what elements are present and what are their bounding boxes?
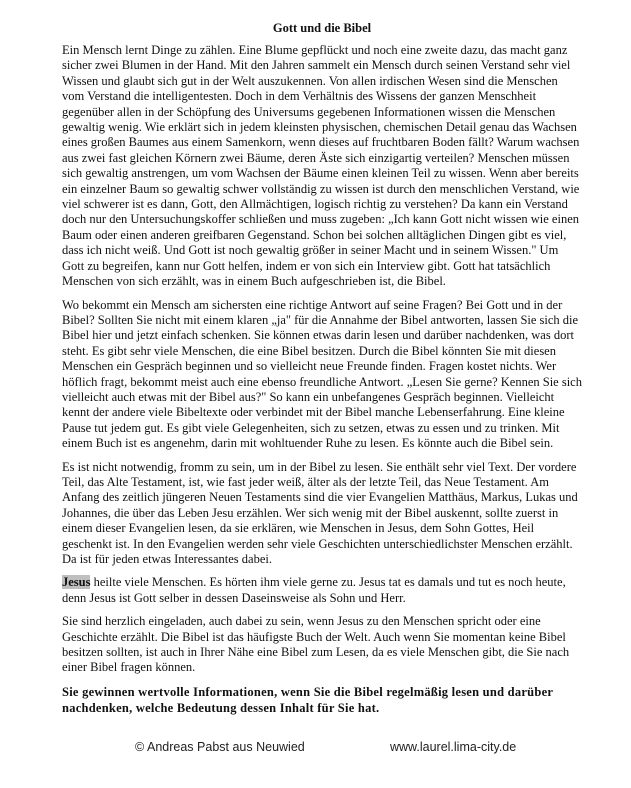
page-footer xyxy=(0,740,631,758)
highlighted-word: Jesus xyxy=(62,575,91,590)
closing-statement: Sie gewinnen wertvolle Informationen, wenn Sie die Bibel regelmäßig lesen und darüber nachdenken, welche Bedeutung dessen Inhalt für Sie hat. xyxy=(62,684,553,715)
footer-copyright: © Andreas Pabst aus Neuwied xyxy=(135,740,305,754)
paragraph-4-text: heilte viele Menschen. Es hörten ihm viele gerne zu. Jesus tat es damals und tut es noch heute, denn Jesus ist Gott selber in dessen Daseinsweise als Sohn und Herr. xyxy=(62,575,566,605)
footer-website-link[interactable]: www.laurel.lima-city.de xyxy=(390,740,517,754)
paragraph-4 xyxy=(62,575,582,606)
paragraph-5: Sie sind herzlich eingeladen, auch dabei zu sein, wenn Jesus zu den Menschen spricht oder eine Geschichte erzählt. Die Bibel ist das häufigste Buch der Welt. Auch wenn Sie momentan keine Bibel besitzen sollten, ist auch in Ihrer Nähe eine Bibel zum Lesen, da es viele Menschen gibt, die Sie nach einer Bibel fragen können. xyxy=(62,614,570,675)
document-page xyxy=(62,20,582,724)
document-title: Gott und die Bibel xyxy=(272,21,372,35)
paragraph-3: Es ist nicht notwendig, fromm zu sein, um in der Bibel zu lesen. Sie enthält sehr viel Text. Der vordere Teil, das Alte Testament, ist, wie fast jeder weiß, älter als der letzte Teil, das Neue Testament. Am Anfang des zeitlich jüngeren Neuen Testaments sind die vier Evangelien Matthäus, Markus, Lukas und Johannes, die über das Leben Jesu erzählen. Wer sich wenig mit der Bibel auskennt, sollte zuerst in einem dieser Evangelien lesen, da sie erklären, wie Menschen in Jesus, dem Sohn Gottes, Heil geschenkt ist. In den Evangelien werden sehr viele Geschichten unterschiedlichster Menschen erzählt. Da ist für jeden etwas Interessantes dabei. xyxy=(62,459,578,566)
paragraph-2: Wo bekommt ein Mensch am sichersten eine richtige Antwort auf seine Fragen? Bei Gott und in der Bibel? Sollten Sie nicht mit einem klaren „ja" für die Annahme der Bibel antworten, lassen Sie sich die Bibel hier und jetzt einfach schenken. Sie können etwas darin lesen und darüber nachdenken, was dort steht. Es gibt sehr viele Menschen, die eine Bibel besitzen. Durch die Bibel könnten Sie mit diesen Menschen ein Gespräch beginnen und so vielleicht neue Freunde finden. Fragen kostet nichts. Wer höflich fragt, bekommt meist auch eine ebenso freundliche Antwort. „Lesen Sie gerne? Kennen Sie sich vielleicht auch etwas mit der Bibel aus?" So kann ein unbefangenes Gespräch beginnen. Vielleicht kennt der andere viele Bibeltexte oder verbindet mit der Bibel manche Lebenserfahrung. Eine kleine Pause tut jedem gut. Es gibt viele Gelegenheiten, sich zu setzen, etwas zu essen und zu trinken. Mit einem Buch ist es angenehm, darin mit wohltuender Ruhe zu lesen. Es könnte auch die Bibel sein. xyxy=(62,297,582,451)
paragraph-1: Ein Mensch lernt Dinge zu zählen. Eine Blume gepflückt und noch eine zweite dazu, das macht ganz sicher zwei Blumen in der Hand. Mit den Jahren sammelt ein Mensch durch seinen Verstand sehr viel Wissen und glaubt sich gut in der Welt auszukennen. Von allen irdischen Wesen sind die Menschen vom Verstand die intelligentesten. Doch in dem Verhältnis des Wissens der ganzen Menschheit gegenüber allen in der Schöpfung des Universums gegebenen Informationen wissen die Menschen gewaltig wenig. Wie erklärt sich in jedem kleinsten physischen, chemischen Detail genau das Wachsen eines großen Baumes aus einem Samenkorn, wenn dieses auf fruchtbaren Boden fällt? Warum wachsen aus zwei fast gleichen Körnern zwei Bäume, deren Äste sich einzigartig verteilen? Menschen müssen sich gewaltig anstrengen, um vom Wachsen der Bäume einen kleinen Teil zu wissen. Wenn aber bereits ein einzelner Baum so gewaltig schwer vollständig zu wissen ist durch den menschlichen Verstand, wie viel schwerer ist es dann, Gott, den Allmächtigen, logisch richtig zu verstehen? Da kann ein Verstand doch nur den Untersuchungskoffer schließen und muss zugeben: „Ich kann Gott nicht wissen wie einen Baum oder einen anderen greifbaren Gegenstand. Schon bei solchen alltäglichen Dingen gibt es viel, dass ich nicht weiß. Und Gott ist noch gewaltig größer in seiner Macht und in seinem Wissen." Um Gott zu begreifen, kann nur Gott helfen, indem er von sich ein Interview gibt. Gott hat tatsächlich Menschen von sich erzählt, was in einem Buch aufgeschrieben ist, die Bibel. xyxy=(62,43,580,289)
